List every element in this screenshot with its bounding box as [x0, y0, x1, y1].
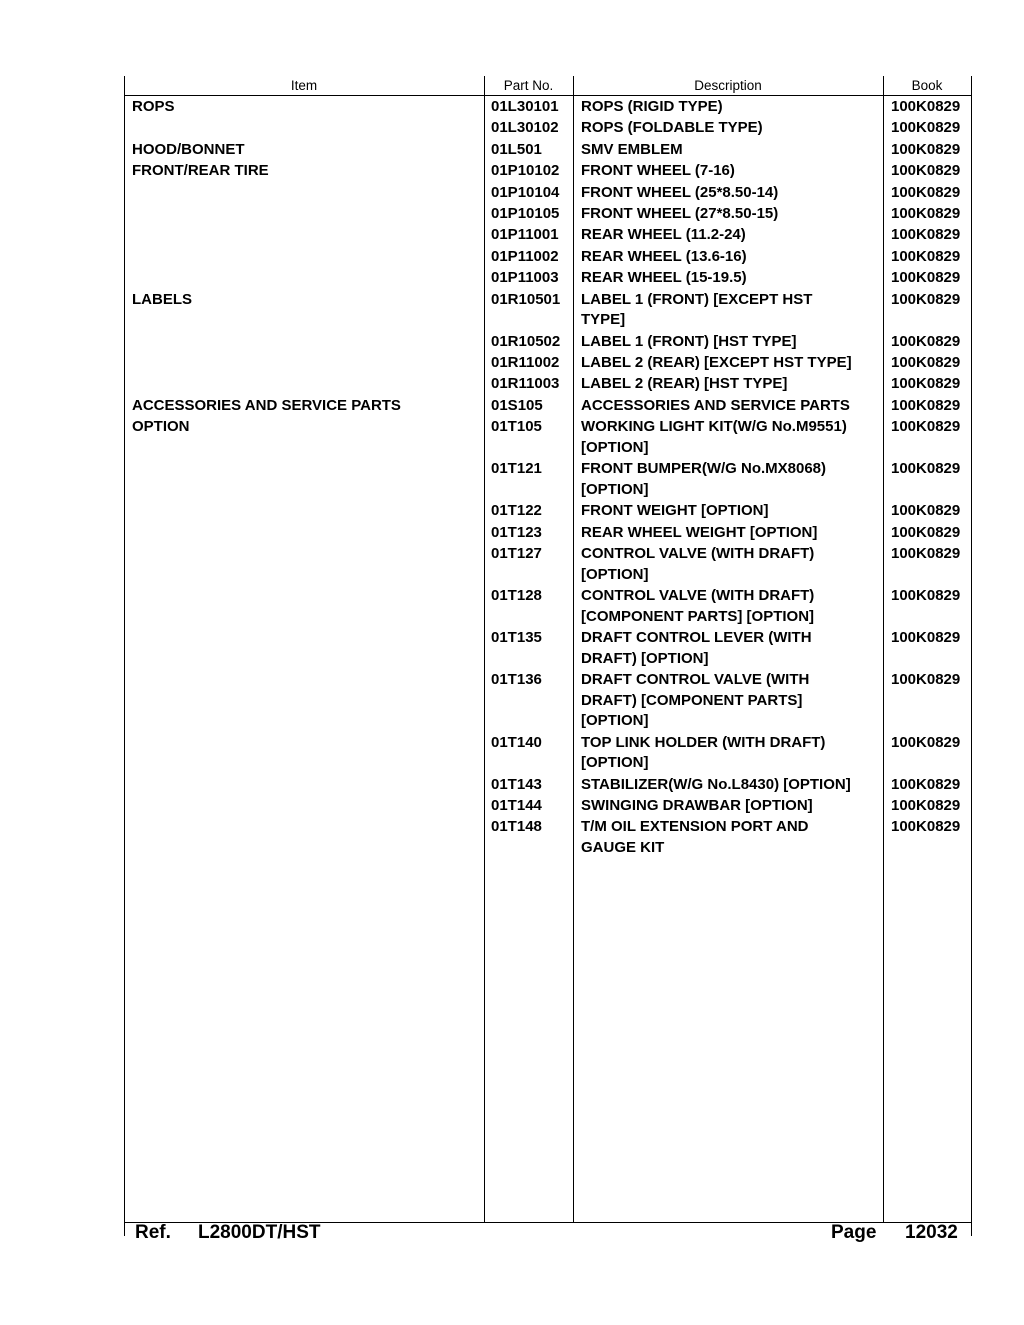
- row-description-line: TOP LINK HOLDER (WITH DRAFT): [581, 733, 826, 751]
- row-item: ACCESSORIES AND SERVICE PARTS: [132, 396, 401, 414]
- row-description: [581, 817, 881, 858]
- row-book: 100K0829: [891, 818, 961, 836]
- row-book: 100K0829: [891, 775, 961, 793]
- row-description: [581, 161, 881, 182]
- row-description-line: REAR WHEEL (13.6-16): [581, 247, 747, 265]
- row-book: 100K0829: [891, 502, 961, 520]
- row-description-line: REAR WHEEL (15-19.5): [581, 269, 747, 287]
- row-book: 100K0829: [891, 247, 961, 265]
- row-description: [581, 225, 881, 246]
- row-description-line: DRAFT CONTROL VALVE (WITH: [581, 671, 810, 688]
- row-book: 100K0829: [891, 629, 961, 646]
- row-description-line: [OPTION]: [581, 480, 649, 498]
- row-description-line: WORKING LIGHT KIT(W/G No.M9551): [581, 418, 847, 436]
- row-description-line: LABEL 1 (FRONT) [EXCEPT HST: [581, 290, 813, 308]
- row-description-line: DRAFT) [COMPONENT PARTS]: [581, 691, 803, 709]
- row-part-no: 01T143: [491, 775, 542, 793]
- row-description: [581, 628, 881, 669]
- row-description: [581, 290, 881, 331]
- row-description-line: SMV EMBLEM: [581, 140, 683, 158]
- row-description-line: LABEL 1 (FRONT) [HST TYPE]: [581, 332, 797, 350]
- row-part-no: 01R11003: [491, 375, 560, 393]
- column-header-description: Description: [694, 78, 762, 93]
- row-description-line: REAR WHEEL WEIGHT [OPTION]: [581, 523, 818, 541]
- row-book: 100K0829: [891, 98, 961, 115]
- row-description-line: ACCESSORIES AND SERVICE PARTS: [581, 396, 850, 414]
- row-description: [581, 796, 881, 817]
- row-item: FRONT/REAR TIRE: [132, 162, 269, 180]
- row-book: 100K0829: [891, 587, 961, 604]
- row-book: 100K0829: [891, 140, 961, 158]
- row-description: [581, 183, 881, 204]
- row-description-line: ROPS (RIGID TYPE): [581, 98, 723, 115]
- row-description-line: DRAFT CONTROL LEVER (WITH: [581, 629, 812, 646]
- row-part-no: 01T121: [491, 460, 542, 478]
- row-description: [581, 204, 881, 225]
- row-part-no: 01S105: [491, 396, 543, 414]
- row-description-line: CONTROL VALVE (WITH DRAFT): [581, 545, 815, 562]
- footer-ref-label: Ref.: [135, 1222, 171, 1243]
- row-description-line: LABEL 2 (REAR) [HST TYPE]: [581, 375, 788, 393]
- row-description: [581, 670, 881, 732]
- footer-page-number: 12032: [905, 1222, 958, 1243]
- row-book: 100K0829: [891, 205, 961, 222]
- row-book: 100K0829: [891, 671, 961, 688]
- row-description-line: GAUGE KIT: [581, 838, 665, 856]
- row-description-line: TYPE]: [581, 311, 626, 329]
- row-description: [581, 396, 881, 417]
- row-part-no: 01T144: [491, 797, 542, 814]
- row-description-line: FRONT WHEEL (7-16): [581, 162, 735, 180]
- row-description-line: DRAFT) [OPTION]: [581, 649, 709, 667]
- row-description-line: T/M OIL EXTENSION PORT AND: [581, 818, 809, 836]
- row-book: 100K0829: [891, 354, 961, 371]
- row-description-line: FRONT BUMPER(W/G No.MX8068): [581, 460, 827, 478]
- row-description-line: CONTROL VALVE (WITH DRAFT): [581, 587, 815, 604]
- column-header-book: Book: [911, 78, 943, 93]
- row-book: 100K0829: [891, 545, 961, 562]
- row-description: [581, 118, 881, 139]
- row-description-line: [COMPONENT PARTS] [OPTION]: [581, 607, 815, 625]
- row-part-no: 01P10102: [491, 162, 560, 180]
- row-part-no: 01T148: [491, 818, 542, 836]
- row-part-no: 01R11002: [491, 354, 560, 371]
- row-part-no: 01T123: [491, 523, 542, 541]
- row-book: 100K0829: [891, 290, 961, 308]
- row-description-line: REAR WHEEL (11.2-24): [581, 226, 746, 244]
- row-part-no: 01T122: [491, 502, 542, 520]
- row-description: [581, 140, 881, 161]
- row-item: HOOD/BONNET: [132, 140, 245, 158]
- row-book: 100K0829: [891, 119, 961, 137]
- row-description: [581, 459, 881, 500]
- column-header-part-no: Part No.: [503, 78, 554, 93]
- row-description-line: [OPTION]: [581, 438, 649, 456]
- row-description: [581, 775, 881, 796]
- row-part-no: 01P10105: [491, 205, 560, 222]
- row-book: 100K0829: [891, 418, 961, 436]
- row-book: 100K0829: [891, 162, 961, 180]
- row-part-no: 01R10501: [491, 290, 561, 308]
- row-description-line: FRONT WEIGHT [OPTION]: [581, 502, 769, 520]
- row-book: 100K0829: [891, 269, 961, 287]
- row-item: OPTION: [132, 418, 190, 436]
- row-description: [581, 268, 881, 289]
- row-description: [581, 374, 881, 395]
- row-description-line: SWINGING DRAWBAR [OPTION]: [581, 797, 813, 814]
- footer-model: L2800DT/HST: [198, 1222, 321, 1243]
- row-book: 100K0829: [891, 375, 961, 393]
- row-description: [581, 97, 881, 118]
- row-item: ROPS: [132, 98, 175, 115]
- row-description: [581, 523, 881, 544]
- row-part-no: 01T140: [491, 733, 542, 751]
- row-part-no: 01P11003: [491, 269, 559, 287]
- row-description: [581, 733, 881, 774]
- row-part-no: 01T135: [491, 629, 542, 646]
- row-part-no: 01T127: [491, 545, 542, 562]
- row-description-line: [OPTION]: [581, 754, 649, 772]
- row-part-no: 01P11002: [491, 247, 559, 265]
- row-book: 100K0829: [891, 523, 961, 541]
- row-description-line: STABILIZER(W/G No.L8430) [OPTION]: [581, 775, 851, 793]
- row-part-no: 01P10104: [491, 183, 560, 201]
- row-part-no: 01P11001: [491, 226, 559, 244]
- row-description: [581, 586, 881, 627]
- row-part-no: 01R10502: [491, 332, 561, 350]
- row-book: 100K0829: [891, 733, 961, 751]
- row-description: [581, 332, 881, 353]
- row-description: [581, 353, 881, 374]
- row-part-no: 01L30101: [491, 98, 559, 115]
- row-book: 100K0829: [891, 183, 961, 201]
- row-description-line: FRONT WHEEL (27*8.50-15): [581, 205, 779, 222]
- row-part-no: 01T136: [491, 671, 542, 688]
- row-book: 100K0829: [891, 332, 961, 350]
- row-part-no: 01L30102: [491, 119, 559, 137]
- row-description-line: [OPTION]: [581, 565, 649, 583]
- row-part-no: 01T128: [491, 587, 542, 604]
- row-item: LABELS: [132, 290, 192, 308]
- row-description: [581, 417, 881, 458]
- row-description-line: LABEL 2 (REAR) [EXCEPT HST TYPE]: [581, 354, 852, 371]
- row-part-no: 01T105: [491, 418, 542, 436]
- row-description-line: FRONT WHEEL (25*8.50-14): [581, 183, 779, 201]
- row-description-line: [OPTION]: [581, 712, 649, 729]
- column-header-item: Item: [290, 78, 318, 93]
- row-description-line: ROPS (FOLDABLE TYPE): [581, 119, 763, 137]
- row-book: 100K0829: [891, 226, 961, 244]
- row-book: 100K0829: [891, 797, 961, 814]
- row-description: [581, 544, 881, 585]
- row-book: 100K0829: [891, 396, 961, 414]
- row-book: 100K0829: [891, 460, 961, 478]
- footer-page-label: Page: [831, 1222, 877, 1243]
- row-description: [581, 247, 881, 268]
- row-description: [581, 501, 881, 522]
- row-part-no: 01L501: [491, 140, 542, 158]
